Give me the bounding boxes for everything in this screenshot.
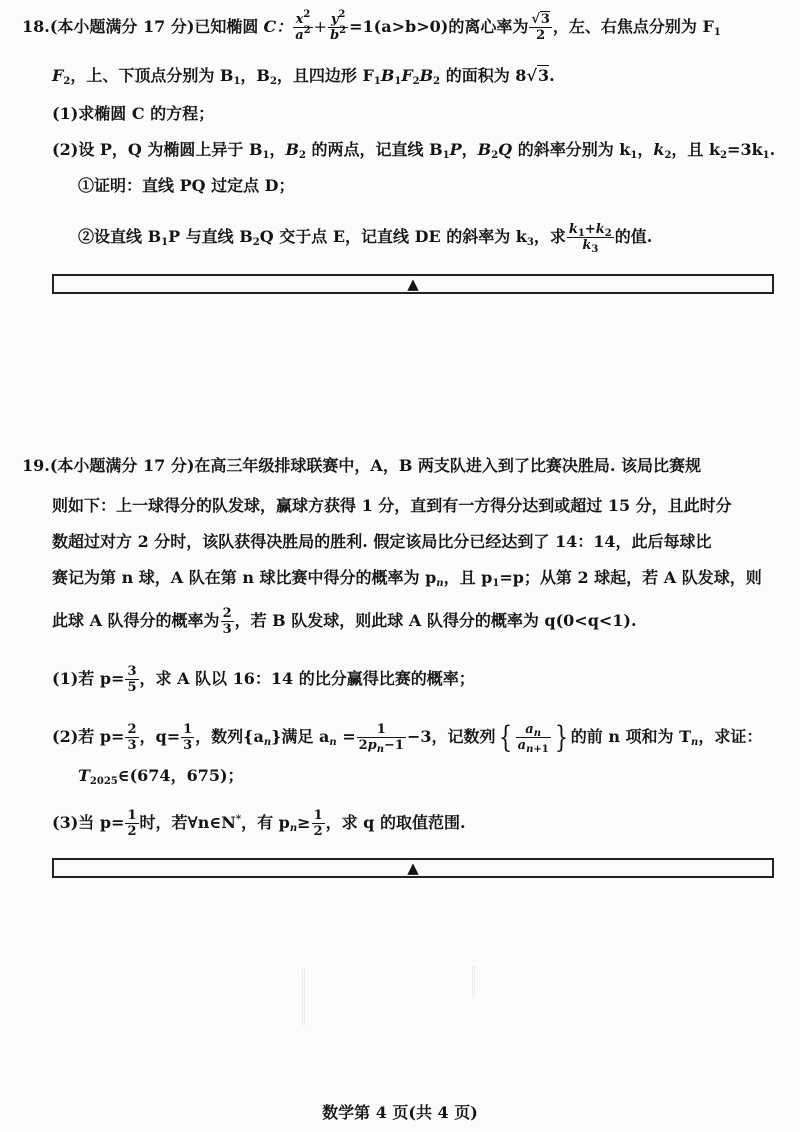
q18-sub2-b: P 与直线 B — [168, 227, 253, 246]
fraction-1-2-b: $\frac{1}{2}$ — [313, 808, 323, 839]
fraction-1-3: $\frac{1}{3}$ — [183, 722, 193, 753]
q19-part-3: (3)当 p= $\frac{1}{2}$ 时，若∀n∈N*，有 $p_n\ge$ $\frac{1}{2}$ ，求 q 的取值范围. — [52, 808, 466, 839]
q19-number: 19. — [22, 456, 50, 475]
q19-line-1 — [22, 456, 701, 476]
answer-marker-icon: ▲ — [407, 275, 419, 293]
q19-p3-b: 时，若∀n∈N — [139, 813, 236, 832]
q19-l4-c: =p；从第 2 球起，若 A 队发球，则 — [499, 568, 762, 587]
ellipse-name: C： — [263, 17, 293, 36]
q19-p1-b: ，求 A 队以 16：14 的比分赢得比赛的概率； — [139, 669, 475, 688]
fraction-y2-b2: $\frac{y^2}{b^2}$ — [330, 9, 347, 43]
fraction-x2-a2: $\frac{x^2}{a^2}$ — [295, 9, 311, 43]
q19-part-1 — [52, 664, 475, 695]
answer-marker-icon: ▲ — [407, 859, 419, 877]
q18-line-2: $F_2$，上、下顶点分别为 $B_1$，$B_2$，且四边形 $F_1B_1F_2B_2$ 的面积为 8√3. — [52, 66, 555, 87]
answer-box-q18[interactable] — [52, 274, 774, 294]
fraction-1-over-2pn-1: $\frac{1}{2p_n-1}$ — [358, 722, 404, 755]
q18-line-1: 18.(本小题满分 17 分)已知椭圆 C： $\frac{x^2}{a^2}$ + $\frac{y^2}{b^2}$ =1(a>b>0)的离心率为 $\frac{√3}{2}$ ，左、右焦点分别为 $F_1$ — [22, 9, 721, 43]
q18-score-tag: (本小题满分 17 分) — [49, 17, 195, 36]
q18-subpart-2: ②设直线 $B_1P$ 与直线 $B_2Q$ 交于点 E，记直线 DE 的斜率为 $k_3$，求 $\frac{k_1+k_2}{k_3}$ 的值. — [78, 222, 653, 255]
q18-sub2-e: 的值. — [614, 227, 653, 246]
q18-p2-d: ，且 k — [671, 140, 721, 159]
fraction-3-5: $\frac{3}{5}$ — [127, 664, 137, 695]
q19-line-2: 则如下：上一球得分的队发球，赢球方获得 1 分，直到有一方得分达到或超过 15 分，且此时分 — [52, 496, 732, 515]
q18-part-1: (1)求椭圆 C 的方程； — [52, 104, 215, 123]
q18-text: 已知椭圆 — [194, 17, 259, 36]
q19-p2-g: 的前 n 项和为 T — [570, 727, 692, 746]
q19-p2-d: }满足 a — [271, 727, 330, 746]
q19-p2-b: ，q= — [139, 727, 181, 746]
q18-subpart-1: ①证明：直线 PQ 过定点 D； — [78, 176, 295, 195]
q19-p2-h: ，求证： — [698, 727, 763, 746]
q19-p2-line2: ∈(674，675)； — [117, 766, 244, 785]
scan-artifact — [472, 966, 475, 996]
q19-p2-f: −3，记数列 — [406, 727, 496, 746]
q19-l4-a: 赛记为第 n 球，A 队在第 n 球比赛中得分的概率为 p — [52, 568, 437, 587]
q19-part-2: (2)若 p= $\frac{2}{3}$ ，q= $\frac{1}{3}$ ，数列$\{a_n\}$满足 $a_n$ = $\frac{1}{2p_n-1}$ −3，记数列{ $\frac{a_n}{a_{n+1}}$ } 的前 n 项和为 $T_n$，求证： — [52, 719, 763, 755]
scan-artifact — [302, 968, 305, 1025]
q19-part-2-line-2: $T_{2025}\in(674$，675)； — [78, 766, 244, 787]
q18-p2-e: =3k — [727, 140, 763, 159]
fraction-2-3-b: $\frac{2}{3}$ — [127, 722, 137, 753]
q19-text-1: 在高三年级排球联赛中，A，B 两支队进入到了比赛决胜局. 该局比赛规 — [194, 456, 702, 475]
fraction-k1-k2-over-k3: $\frac{k_1+k_2}{k_3}$ — [568, 222, 612, 255]
q19-p2-c: ，数列{a — [195, 727, 264, 746]
q18-p2-b: 的两点，记直线 B — [311, 140, 443, 159]
q19-p3-e: ，求 q 的取值范围. — [325, 813, 466, 832]
q19-l5-a: 此球 A 队得分的概率为 — [52, 611, 220, 630]
fraction-1-2: $\frac{1}{2}$ — [127, 808, 137, 839]
q18-foci-text: ，左、右焦点分别为 F — [552, 17, 714, 36]
q18-sub2-a: ②设直线 B — [78, 227, 162, 246]
q19-line-5 — [52, 606, 637, 637]
q18-sub2-c: Q 交于点 E，记直线 DE 的斜率为 k — [259, 227, 527, 246]
q19-p3-a: (3)当 p= — [52, 813, 125, 832]
q19-score-tag: (本小题满分 17 分) — [49, 456, 195, 475]
q19-p1-a: (1)若 p= — [52, 669, 125, 688]
q19-line-4: 赛记为第 n 球，A 队在第 n 球比赛中得分的概率为 $p_n$，且 $p_1=p$；从第 2 球起，若 A 队发球，则 — [52, 568, 762, 589]
q18-area-text: 的面积为 8 — [445, 66, 527, 85]
q18-vertices-text: ，上、下顶点分别为 B — [70, 66, 234, 85]
q18-p2-c: 的斜率分别为 k — [517, 140, 631, 159]
q19-l5-b: ，若 B 队发球，则此球 A 队得分的概率为 q(0<q<1). — [234, 611, 637, 630]
answer-box-q19[interactable] — [52, 858, 774, 878]
q19-p2-a: (2)若 p= — [52, 727, 125, 746]
ellipse-equation-tail: =1(a>b>0)的离心率为 — [349, 17, 529, 36]
fraction-sqrt3-2: $\frac{√3}{2}$ — [531, 12, 550, 43]
q18-p2-a: (2)设 P，Q 为椭圆上异于 B — [52, 140, 263, 159]
q19-p3-d: ≥ — [297, 813, 311, 832]
q18-sub2-d: ，求 — [533, 227, 566, 246]
fraction-an-over-an1: $\frac{a_n}{a_{n+1}}$ — [517, 722, 549, 755]
q18-part-2: (2)设 P，Q 为椭圆上异于 $B_1$，$B_2$ 的两点，记直线 $B_1P$，$B_2Q$ 的斜率分别为 $k_1$，$k_2$，且 $k_2=3k_1$. — [52, 140, 776, 161]
q19-l4-b: ，且 p — [443, 568, 493, 587]
q18-number: 18. — [22, 17, 50, 36]
fraction-2-3: $\frac{2}{3}$ — [222, 606, 232, 637]
page-footer: 数学第 4 页(共 4 页) — [322, 1103, 478, 1122]
q18-quad-text: ，且四边形 F — [276, 66, 374, 85]
q19-p2-e: = — [336, 727, 356, 746]
q19-p3-c: ，有 p — [241, 813, 290, 832]
q18-vertices-text-b: ，B — [240, 66, 270, 85]
q19-line-3: 数超过对方 2 分时，该队获得决胜局的胜利. 假定该局比分已经达到了 14：14，此后每球比 — [52, 532, 712, 551]
